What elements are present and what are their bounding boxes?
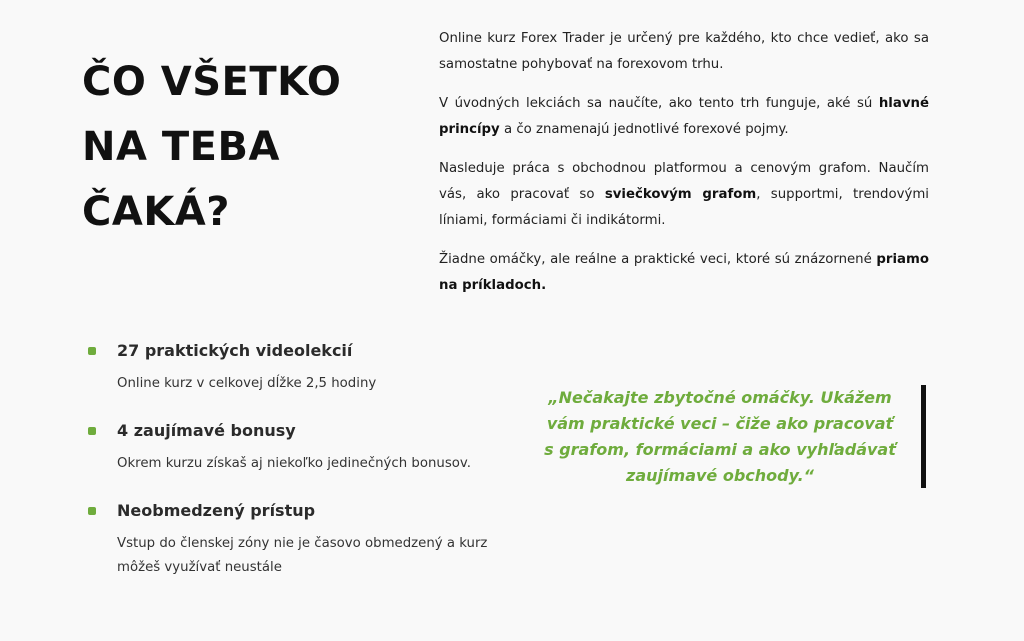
intro-paragraph-4-text-a: Žiadne omáčky, ale reálne a praktické veci, ktoré sú znázornené [439,252,877,267]
section-heading [82,50,422,245]
feature-item-bonuses [88,416,488,476]
intro-paragraph-2-bold: hlavné princípy [439,96,929,137]
intro-paragraph-2-text-b: a čo znamenajú jednotlivé forexové pojmy. [499,122,789,137]
quote-divider-bar [921,385,926,488]
section-heading-line-1: ČO VŠETKO [82,59,342,105]
intro-paragraph-4-bold: priamo na príkladoch. [439,252,929,293]
bullet-square-icon [88,427,96,435]
feature-description: Okrem kurzu získaš aj niekoľko jedinečných bonusov. [117,456,471,471]
intro-paragraph-3 [439,156,929,234]
feature-item-videolessons [88,336,488,396]
intro-paragraph-3-text-a: Nasleduje práca s obchodnou platformou a cenovým grafom. Naučím vás, ako pracovať so [439,161,929,202]
intro-paragraph-3-text-b: , supportmi, trendovými líniami, formáciami či indikátormi. [439,187,930,228]
feature-description: Online kurz v celkovej dĺžke 2,5 hodiny [117,376,377,391]
bullet-square-icon [88,507,96,515]
section-heading-line-2: NA TEBA [82,124,280,170]
feature-title: 27 praktických videolekcií [117,341,353,360]
intro-paragraph-4 [439,247,929,299]
feature-list [88,336,488,600]
intro-paragraph-3-bold: sviečkovým grafom [604,187,757,202]
feature-item-access [88,496,488,580]
bullet-square-icon [88,347,96,355]
intro-paragraph-2-text-a: V úvodných lekciách sa naučíte, ako tento trh funguje, aké sú [439,96,879,111]
section-heading-line-3: ČAKÁ? [82,189,230,235]
intro-paragraph-2 [439,91,929,143]
intro-text [439,26,929,312]
quote-block [540,385,930,488]
feature-description: Vstup do členskej zóny nie je časovo obmedzený a kurz môžeš využívať neustále [117,536,488,575]
intro-paragraph-1: Online kurz Forex Trader je určený pre každého, kto chce vedieť, ako sa samostatne pohybovať na forexovom trhu. [439,31,929,72]
feature-title: 4 zaujímavé bonusy [117,421,296,440]
feature-title: Neobmedzený prístup [117,501,316,520]
quote-text: „Nečakajte zbytočné omáčky. Ukážem vám praktické veci – čiže ako pracovať s grafom, formáciami a ako vyhľadávať zaujímavé obchody.“ [544,388,896,485]
